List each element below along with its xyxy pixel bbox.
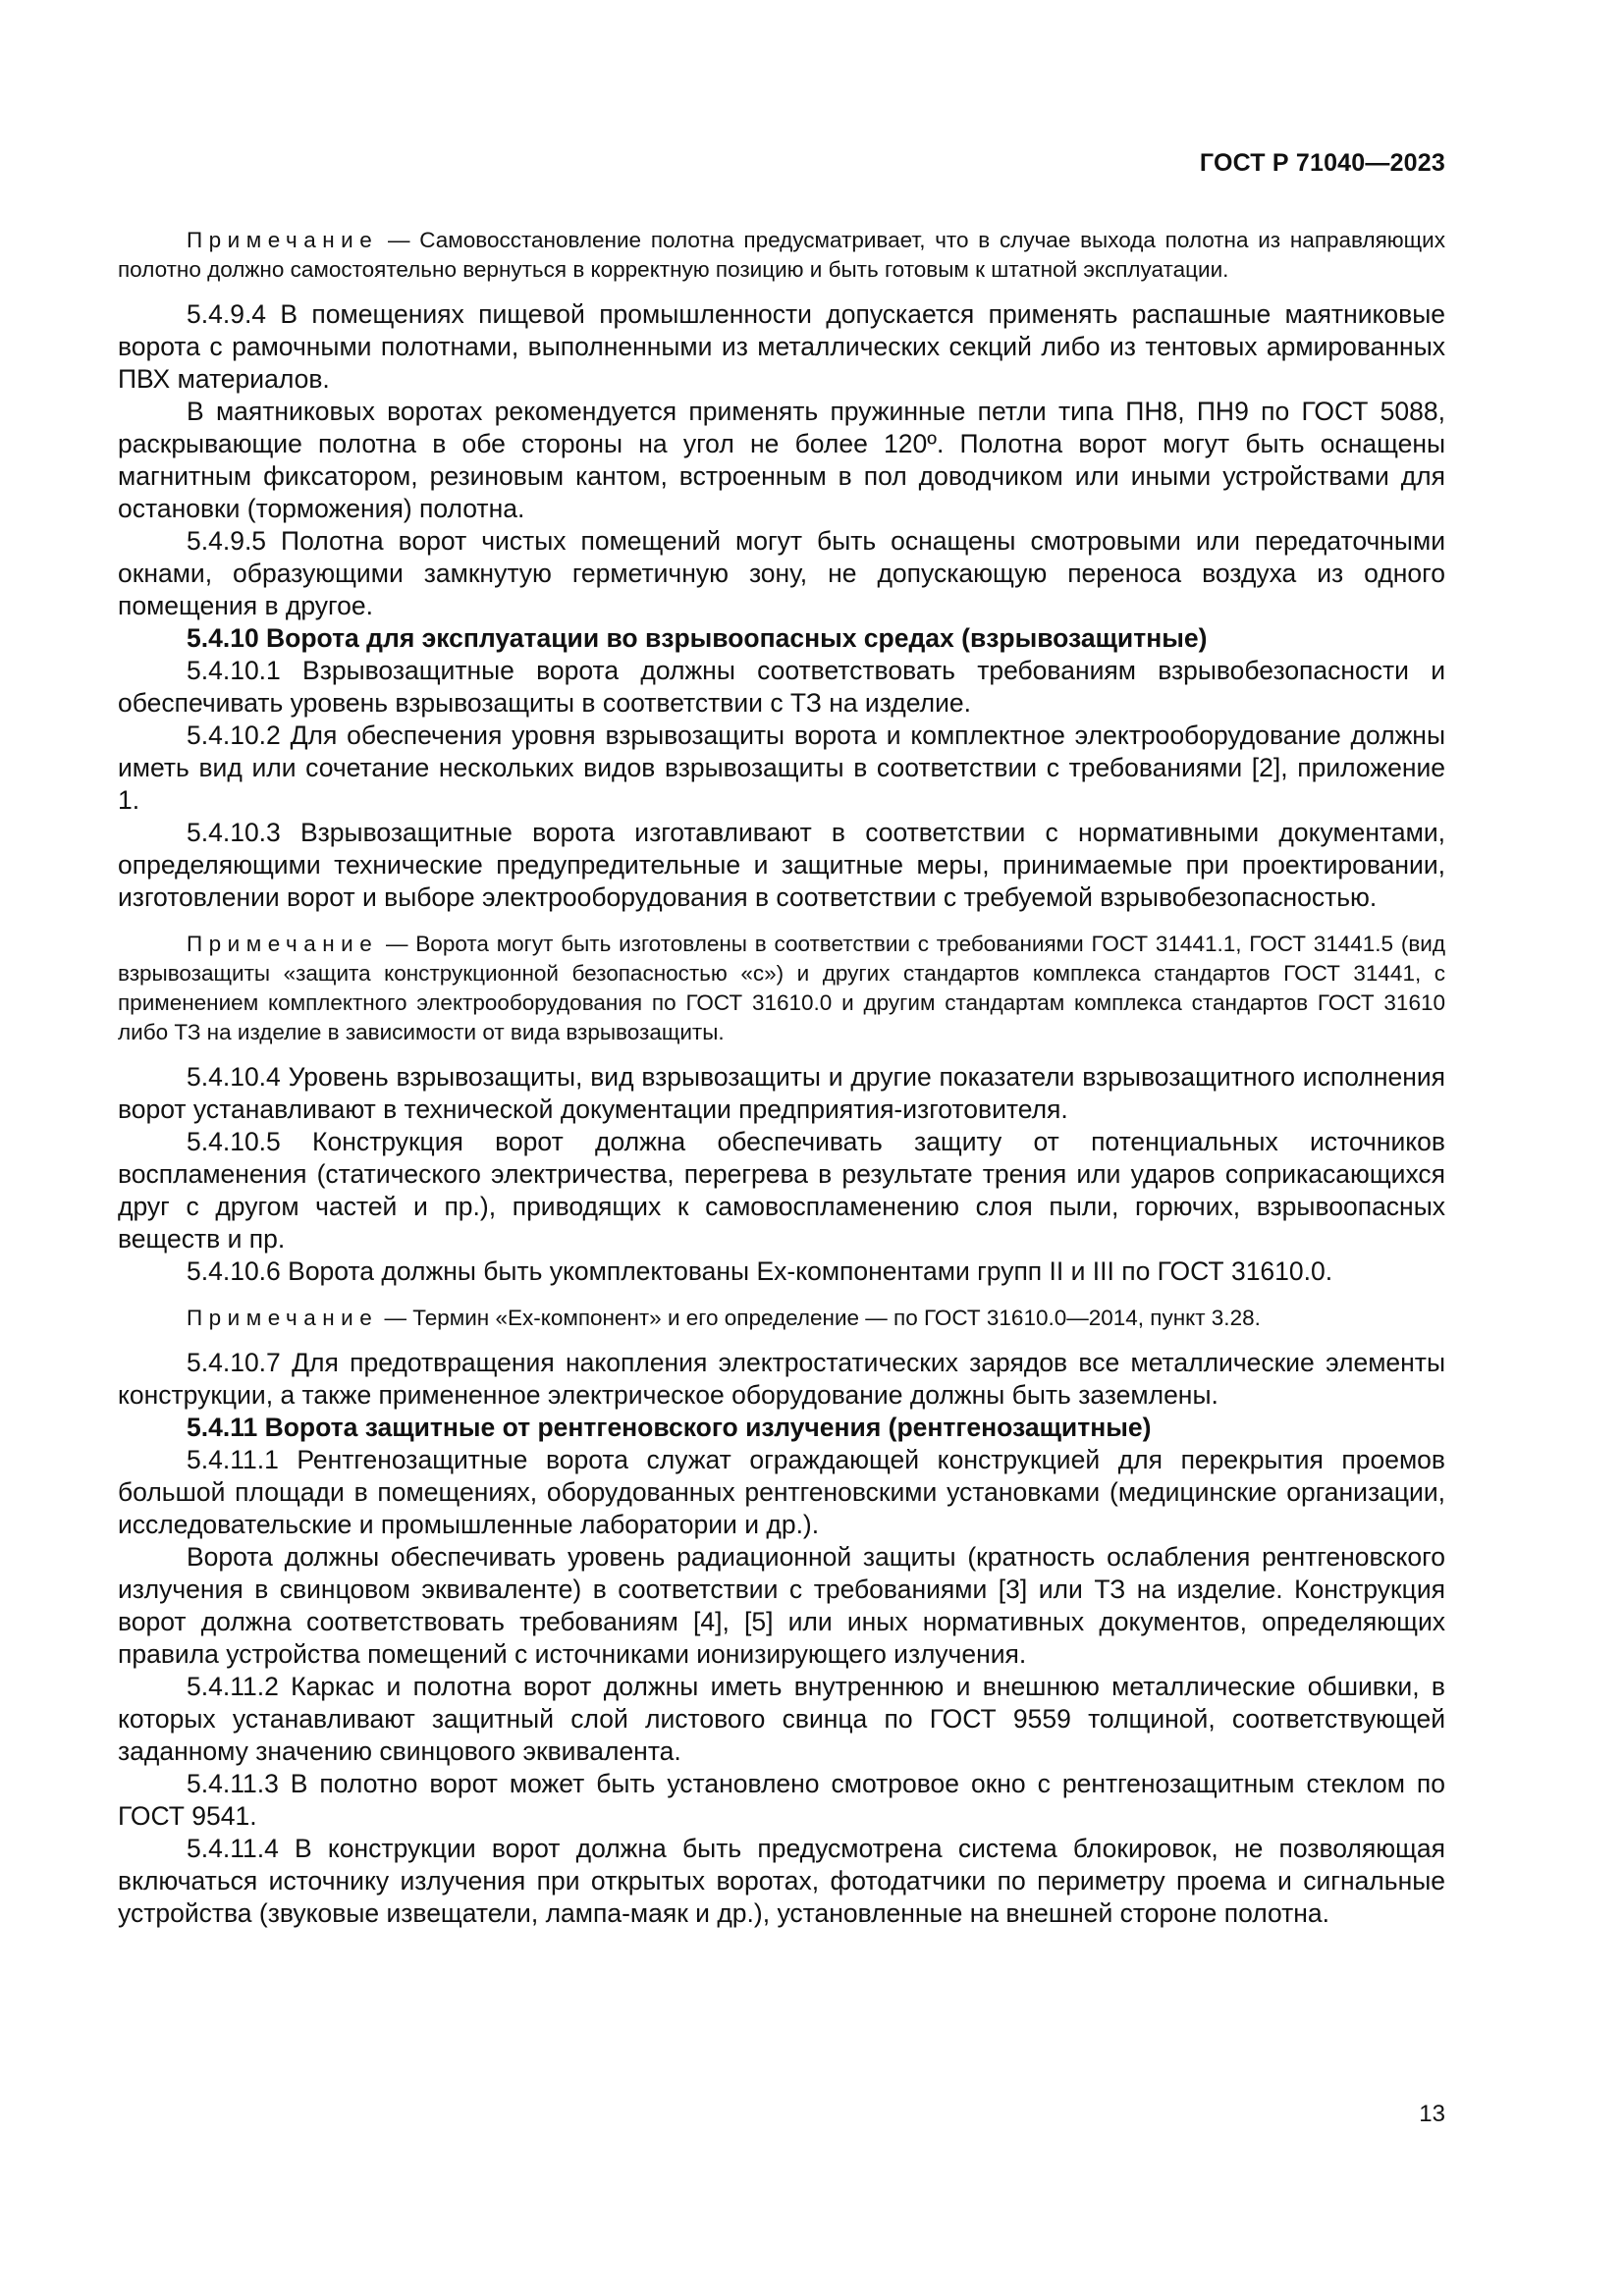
paragraph-5-4-11-3: 5.4.11.3 В полотно ворот может быть установлено смотровое окно с рентгенозащитным стеклом по ГОСТ 9541. xyxy=(118,1769,1445,1831)
page-number: 13 xyxy=(1419,2101,1445,2127)
paragraph-pendulum-gates: В маятниковых воротах рекомендуется применять пружинные петли типа ПН8, ПН9 по ГОСТ 5088, раскрывающие полотна в обе стороны на угол не более 120º. Полотна ворот могут быть оснащены магнитным фиксатором, резиновым кантом, встроенным в пол доводчиком или иными устройствами для остановки (торможения) полотна. xyxy=(118,397,1445,523)
paragraph-5-4-10-6: 5.4.10.6 Ворота должны быть укомплектованы Ex-компонентами групп II и III по ГОСТ 31610.0. xyxy=(187,1256,1333,1286)
note-text: Ворота могут быть изготовлены в соответствии с требованиями ГОСТ 31441.1, ГОСТ 31441.5 (вид взрывозащиты «защита конструкционной безопасностью «с») и других стандартов комплекса стандартов ГОСТ 31441, с применением комплектного электрооборудования по ГОСТ 31610.0 и другим стандартам комплекса стандартов ГОСТ 31610 либо ТЗ на изделие в зависимости от вида взрывозащиты. xyxy=(118,932,1445,1044)
paragraph-5-4-11-4: 5.4.11.4 В конструкции ворот должна быть предусмотрена система блокировок, не позволяющая включаться источнику излучения при открытых воротах, фотодатчики по периметру проема и сигнальные устройства (звуковые извещатели, лампа-маяк и др.), установленные на внешней стороне полотна. xyxy=(118,1834,1445,1928)
section-heading-5-4-11: 5.4.11 Ворота защитные от рентгеновского излучения (рентгенозащитные) xyxy=(187,1413,1152,1442)
paragraph-5-4-10-7: 5.4.10.7 Для предотвращения накопления электростатических зарядов все металлические элементы конструкции, а также примененное электрическое оборудование должны быть заземлены. xyxy=(118,1348,1445,1410)
note-separator: — xyxy=(378,228,420,252)
section-heading-5-4-10: 5.4.10 Ворота для эксплуатации во взрывоопасных средах (взрывозащитные) xyxy=(187,623,1208,653)
note-text: Термин «Ex-компонент» и его определение — по ГОСТ 31610.0—2014, пункт 3.28. xyxy=(412,1306,1261,1330)
paragraph-radiation-protection: Ворота должны обеспечивать уровень радиационной защиты (кратность ослабления рентгеновского излучения в свинцовом эквиваленте) в соответствии с требованиями [3] или ТЗ на изделие. Конструкция ворот должна соответствовать требованиям [4], [5] или иных нормативных документов, определяющих правила устройства помещений с источниками ионизирующего излучения. xyxy=(118,1542,1445,1669)
note-separator: — xyxy=(378,932,416,956)
note-separator: — xyxy=(378,1306,413,1330)
note-label: Примечание xyxy=(187,932,379,956)
document-body xyxy=(118,226,1445,1930)
paragraph-5-4-10-3: 5.4.10.3 Взрывозащитные ворота изготавливают в соответствии с нормативными документами, определяющими технические предупредительные и защитные меры, принимаемые при проектировании, изготовлении ворот и выборе электрооборудования в соответствии с требуемой взрывобезопасностью. xyxy=(118,818,1445,912)
paragraph-5-4-10-5: 5.4.10.5 Конструкция ворот должна обеспечивать защиту от потенциальных источников воспламенения (статического электричества, перегрева в результате трения или ударов соприкасающихся друг с другом частей и пр.), приводящих к самовоспламенению слоя пыли, горючих, взрывоопасных веществ и пр. xyxy=(118,1127,1445,1254)
paragraph-5-4-10-2: 5.4.10.2 Для обеспечения уровня взрывозащиты ворота и комплектное электрооборудование должны иметь вид или сочетание нескольких видов взрывозащиты в соответствии с требованиями [2], приложение 1. xyxy=(118,721,1445,815)
paragraph-5-4-10-4: 5.4.10.4 Уровень взрывозащиты, вид взрывозащиты и другие показатели взрывозащитного исполнения ворот устанавливают в технической документации предприятия-изготовителя. xyxy=(118,1062,1445,1124)
note-paragraph xyxy=(118,1304,1445,1333)
note-label: Примечание xyxy=(187,1306,379,1330)
paragraph-5-4-11-2: 5.4.11.2 Каркас и полотна ворот должны иметь внутреннюю и внешнюю металлические обшивки, в которых устанавливают защитный слой листового свинца по ГОСТ 9559 толщиной, соответствующей заданному значению свинцового эквивалента. xyxy=(118,1672,1445,1766)
paragraph-5-4-9-4: 5.4.9.4 В помещениях пищевой промышленности допускается применять распашные маятниковые ворота с рамочными полотнами, выполненными из металлических секций либо из тентовых армированных ПВХ материалов. xyxy=(118,299,1445,394)
paragraph-5-4-10-1: 5.4.10.1 Взрывозащитные ворота должны соответствовать требованиям взрывобезопасности и обеспечивать уровень взрывозащиты в соответствии с ТЗ на изделие. xyxy=(118,656,1445,718)
note-label: Примечание xyxy=(187,228,379,252)
paragraph-5-4-11-1: 5.4.11.1 Рентгенозащитные ворота служат ограждающей конструкцией для перекрытия проемов большой площади в помещениях, оборудованных рентгеновскими установками (медицинские организации, исследовательские и промышленные лаборатории и др.). xyxy=(118,1445,1445,1539)
document-header: ГОСТ Р 71040—2023 xyxy=(1199,149,1445,177)
paragraph-5-4-9-5: 5.4.9.5 Полотна ворот чистых помещений могут быть оснащены смотровыми или передаточными окнами, образующими замкнутую герметичную зону, не допускающую переноса воздуха из одного помещения в другое. xyxy=(118,526,1445,620)
note-text: Самовосстановление полотна предусматривает, что в случае выхода полотна из направляющих полотно должно самостоятельно вернуться в корректную позицию и быть готовым к штатной эксплуатации. xyxy=(118,228,1445,282)
note-paragraph xyxy=(118,226,1445,285)
note-paragraph xyxy=(118,930,1445,1047)
